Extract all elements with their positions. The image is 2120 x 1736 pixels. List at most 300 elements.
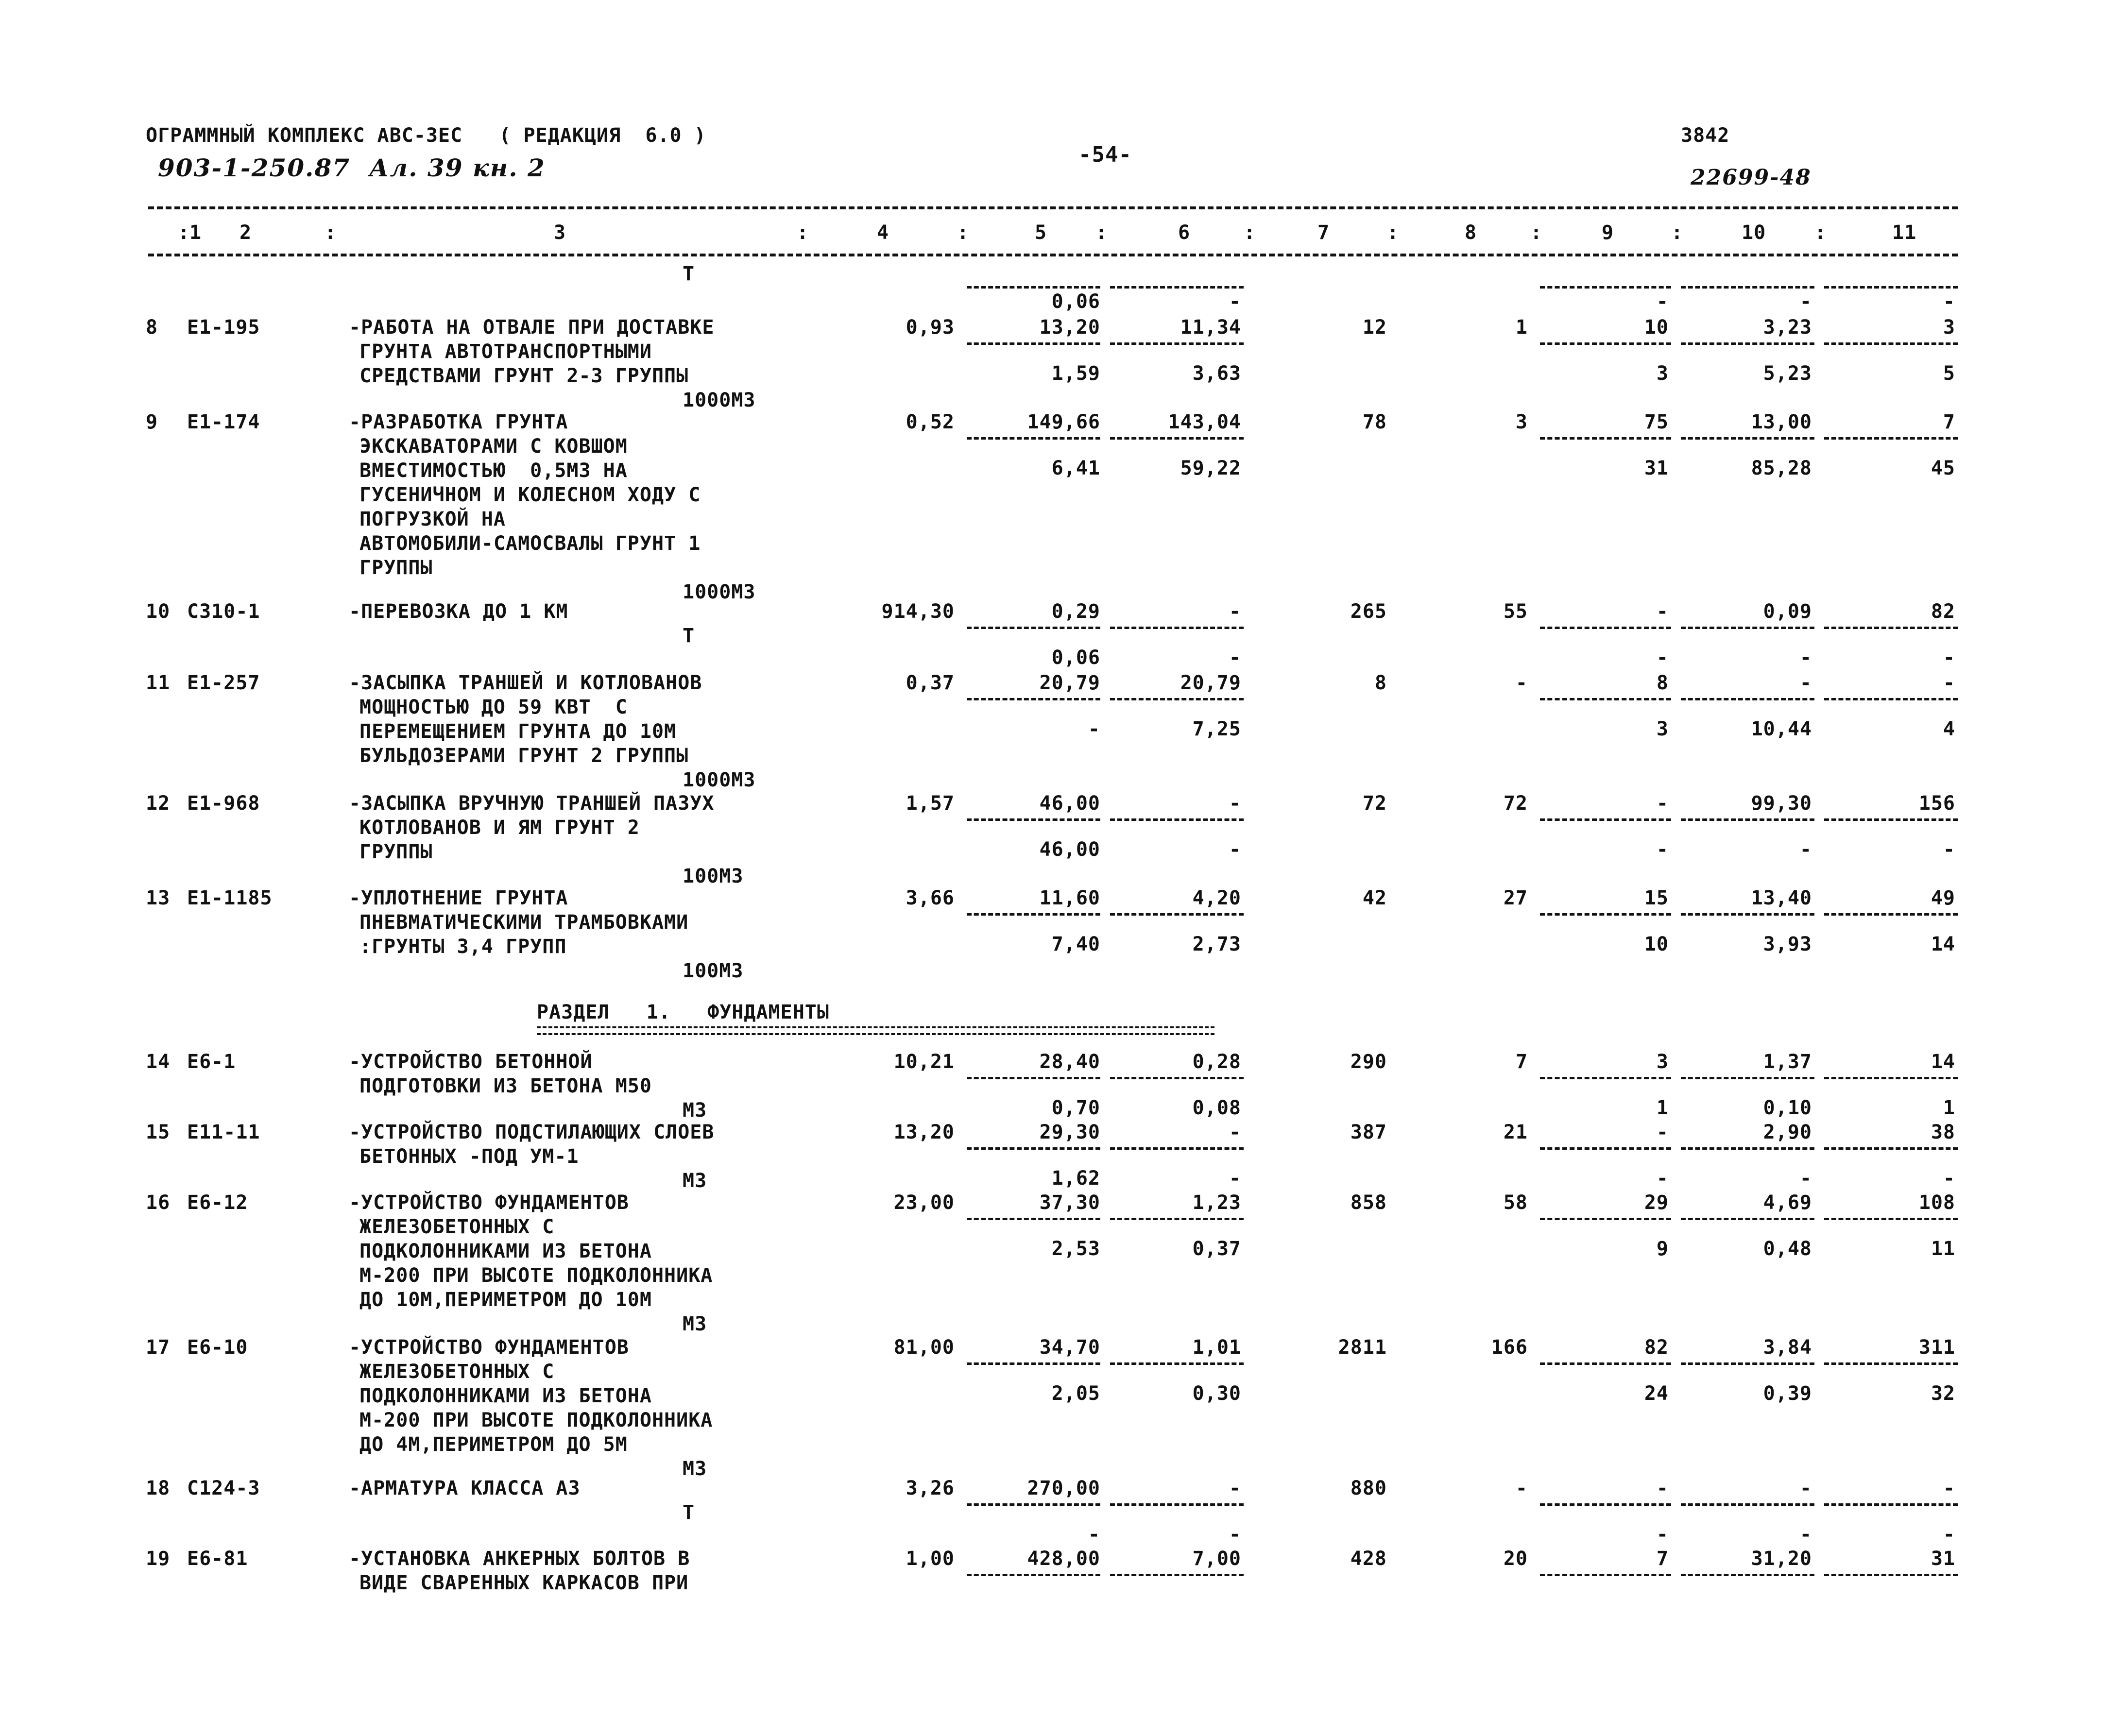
- work-description: ГРУНТА АВТОТРАНСПОРТНЫМИ: [359, 340, 652, 363]
- value-c6: -: [1229, 1477, 1241, 1499]
- work-description: КОТЛОВАНОВ И ЯМ ГРУНТ 2: [359, 817, 640, 839]
- unit-price-c9: -: [1656, 290, 1669, 313]
- value-c4: 1,57: [906, 792, 955, 815]
- wage-value-s9: 1: [1656, 1097, 1669, 1119]
- work-description: ГРУППЫ: [359, 557, 433, 579]
- value-c10: 3,84: [1763, 1336, 1812, 1359]
- value-c6: 7,00: [1192, 1548, 1241, 1570]
- rate-code: Е1-1185: [187, 887, 273, 909]
- program-title: ОГРАММНЫЙ КОМПЛЕКС АВС-ЗЕС ( РЕДАКЦИЯ 6.0 ): [146, 124, 706, 147]
- column-separator: :: [1387, 221, 1400, 244]
- work-description: ПНЕВМАТИЧЕСКИМИ ТРАМБОВКАМИ: [359, 911, 689, 934]
- cell-divider: [967, 818, 1100, 821]
- cell-divider: [1540, 698, 1671, 700]
- wage-value-s9: 10: [1644, 933, 1669, 955]
- work-description: -УПЛОТНЕНИЕ ГРУНТА: [349, 887, 568, 909]
- value-c11: 38: [1931, 1121, 1955, 1143]
- value-c8: 3: [1515, 411, 1528, 433]
- cell-divider: [1681, 698, 1814, 700]
- work-description: ПОГРУЗКОЙ НА: [359, 508, 506, 530]
- unit-price-p9: -: [1656, 647, 1669, 669]
- page-number: -54-: [1078, 142, 1132, 167]
- work-description: ПОДКОЛОННИКАМИ ИЗ БЕТОНА: [359, 1240, 652, 1262]
- unit-of-measure: Т: [683, 1501, 695, 1524]
- value-c5: 28,40: [1039, 1051, 1100, 1073]
- unit-of-measure: 1000М3: [683, 389, 756, 411]
- unit-of-measure: 1000М3: [683, 769, 756, 791]
- value-c4: 10,21: [893, 1051, 955, 1073]
- row-number: 11: [146, 672, 171, 694]
- column-number-8: 8: [1465, 221, 1477, 244]
- wage-value-s10: 5,23: [1763, 362, 1812, 385]
- rate-code: Е1-968: [187, 792, 260, 815]
- work-description: ДО 4М,ПЕРИМЕТРОМ ДО 5М: [359, 1433, 628, 1456]
- value-c6: -: [1229, 600, 1241, 623]
- cell-divider: [1681, 342, 1814, 345]
- value-c9: -: [1656, 1477, 1669, 1499]
- unit-of-measure: 100М3: [683, 865, 744, 887]
- cell-divider: [1110, 342, 1244, 345]
- value-c6: 4,20: [1192, 887, 1241, 909]
- work-description: -УСТРОЙСТВО ФУНДАМЕНТОВ: [349, 1336, 629, 1359]
- rate-code: С124-3: [187, 1477, 260, 1499]
- value-c6: 20,79: [1180, 672, 1241, 694]
- document-code: 22699-48: [1691, 165, 1812, 190]
- wage-value-s6: 3,63: [1192, 362, 1241, 385]
- cell-divider: [1681, 1362, 1814, 1365]
- value-c10: -: [1799, 672, 1812, 694]
- cell-divider: [1824, 913, 1958, 916]
- cell-divider: [1110, 627, 1244, 629]
- work-description: -РАБОТА НА ОТВАЛЕ ПРИ ДОСТАВКЕ: [349, 316, 715, 339]
- work-description: -ПЕРЕВОЗКА ДО 1 КМ: [349, 600, 568, 623]
- cell-divider: [1681, 1218, 1814, 1220]
- cell-divider: [1540, 1077, 1671, 1079]
- column-separator: :: [1530, 221, 1543, 244]
- wage-value-s9: 24: [1644, 1382, 1669, 1405]
- value-c7: 387: [1350, 1121, 1387, 1143]
- cell-divider: [1824, 627, 1958, 629]
- cell-divider: [1540, 1574, 1671, 1576]
- value-c8: 1: [1515, 316, 1528, 339]
- wage-value-s5: 2,05: [1051, 1382, 1100, 1405]
- work-description: БУЛЬДОЗЕРАМИ ГРУНТ 2 ГРУППЫ: [359, 745, 689, 767]
- value-c8: 21: [1503, 1121, 1528, 1143]
- value-c11: -: [1943, 672, 1955, 694]
- value-c11: 156: [1918, 792, 1955, 815]
- rate-code: Е6-1: [187, 1051, 236, 1073]
- cell-divider: [1540, 1147, 1671, 1150]
- cell-divider: [1824, 1218, 1958, 1220]
- work-description: ПОДКОЛОННИКАМИ ИЗ БЕТОНА: [359, 1385, 652, 1407]
- row-number: 12: [146, 792, 171, 815]
- value-c5: 149,66: [1027, 411, 1100, 433]
- value-c9: 29: [1644, 1191, 1669, 1214]
- value-c7: 8: [1374, 672, 1387, 694]
- unit-price-p11: -: [1943, 1523, 1955, 1546]
- value-c9: 10: [1644, 316, 1669, 339]
- unit-price-p9: -: [1656, 1523, 1669, 1546]
- unit-price-p5: 0,06: [1051, 647, 1100, 669]
- rate-code: Е1-257: [187, 672, 260, 694]
- cell-divider: [967, 1574, 1100, 1576]
- work-description: АВТОМОБИЛИ-САМОСВАЛЫ ГРУНТ 1: [359, 532, 701, 555]
- cell-divider: [1110, 1503, 1244, 1506]
- value-c4: 0,52: [906, 411, 955, 433]
- cell-divider: [1681, 1077, 1814, 1079]
- column-number-3: 3: [554, 221, 566, 244]
- row-number: 13: [146, 887, 171, 909]
- wage-value-s6: 2,73: [1192, 933, 1241, 955]
- unit-price-p11: -: [1943, 647, 1955, 669]
- wage-value-s11: 32: [1931, 1382, 1955, 1405]
- value-c11: 14: [1931, 1051, 1955, 1073]
- cell-divider: [967, 1147, 1100, 1150]
- work-description: МОЩНОСТЬЮ ДО 59 КВТ С: [359, 696, 628, 718]
- unit-price-c5: 0,06: [1051, 290, 1100, 313]
- cell-divider: [1540, 342, 1671, 345]
- wage-value-s5: 6,41: [1051, 457, 1100, 479]
- unit-price-p6: -: [1229, 647, 1241, 669]
- cell-divider: [967, 342, 1100, 345]
- rate-code: Е6-12: [187, 1191, 248, 1214]
- work-description: М-200 ПРИ ВЫСОТЕ ПОДКОЛОННИКА: [359, 1264, 713, 1287]
- section-title: РАЗДЕЛ 1. ФУНДАМЕНТЫ: [537, 1001, 829, 1023]
- value-c10: 13,00: [1751, 411, 1812, 433]
- row-number: 8: [146, 316, 158, 339]
- unit-price-c6: -: [1229, 290, 1241, 313]
- value-c7: 78: [1362, 411, 1387, 433]
- value-c6: 1,01: [1192, 1336, 1241, 1359]
- value-c8: 7: [1515, 1051, 1528, 1073]
- value-c9: 82: [1644, 1336, 1669, 1359]
- wage-value-s5: 1,59: [1051, 362, 1100, 385]
- column-separator: :: [957, 221, 970, 244]
- value-c4: 914,30: [881, 600, 955, 623]
- cell-divider: [1681, 286, 1814, 289]
- value-c4: 23,00: [893, 1191, 955, 1214]
- unit-of-measure: М3: [683, 1458, 707, 1480]
- wage-value-s5: 46,00: [1039, 838, 1100, 861]
- value-c9: -: [1656, 600, 1669, 623]
- cell-divider: [1110, 437, 1244, 440]
- column-separator: :: [178, 221, 190, 244]
- work-description: -ЗАСЫПКА ВРУЧНУЮ ТРАНШЕЙ ПАЗУХ: [349, 792, 715, 815]
- value-c5: 37,30: [1039, 1191, 1100, 1214]
- cell-divider: [1681, 818, 1814, 821]
- unit-price-p5: -: [1088, 1523, 1100, 1546]
- work-description: -УСТРОЙСТВО ФУНДАМЕНТОВ: [349, 1191, 629, 1214]
- value-c5: 0,29: [1051, 600, 1100, 623]
- cell-divider: [1824, 437, 1958, 440]
- cell-divider: [1540, 1218, 1671, 1220]
- value-c7: 858: [1350, 1191, 1387, 1214]
- wage-value-s5: -: [1088, 718, 1100, 740]
- row-number: 10: [146, 600, 171, 623]
- cell-divider: [967, 1503, 1100, 1506]
- column-number-9: 9: [1602, 221, 1614, 244]
- cell-divider: [1540, 913, 1671, 916]
- value-c10: 0,09: [1763, 600, 1812, 623]
- wage-value-s5: 2,53: [1051, 1238, 1100, 1260]
- wage-value-s6: 59,22: [1180, 457, 1241, 479]
- column-separator: :: [1095, 221, 1108, 244]
- cell-divider: [1824, 1077, 1958, 1079]
- wage-value-s11: 11: [1931, 1238, 1955, 1260]
- value-c5: 29,30: [1039, 1121, 1100, 1143]
- column-number-5: 5: [1035, 221, 1047, 244]
- value-c7: 42: [1362, 887, 1387, 909]
- project-code: 903-1-250.87 Ал. 39 кн. 2: [158, 153, 546, 182]
- value-c6: -: [1229, 792, 1241, 815]
- wage-value-s10: 3,93: [1763, 933, 1812, 955]
- work-description: М-200 ПРИ ВЫСОТЕ ПОДКОЛОННИКА: [359, 1409, 713, 1431]
- value-c4: 81,00: [893, 1336, 955, 1359]
- cell-divider: [1540, 1503, 1671, 1506]
- work-description: -ЗАСЫПКА ТРАНШЕЙ И КОТЛОВАНОВ: [349, 672, 702, 694]
- cell-divider: [967, 437, 1100, 440]
- wage-value-s9: -: [1656, 838, 1669, 861]
- value-c9: 15: [1644, 887, 1669, 909]
- work-description: БЕТОННЫХ -ПОД УМ-1: [359, 1145, 579, 1168]
- cell-divider: [967, 1077, 1100, 1079]
- wage-value-s5: 7,40: [1051, 933, 1100, 955]
- cell-divider: [1540, 1362, 1671, 1365]
- value-c7: 880: [1350, 1477, 1387, 1499]
- cell-divider: [1110, 1362, 1244, 1365]
- value-c11: 82: [1931, 600, 1955, 623]
- row-number: 14: [146, 1051, 171, 1073]
- value-c11: 3: [1943, 316, 1955, 339]
- wage-value-s11: 1: [1943, 1097, 1955, 1119]
- work-description: ЖЕЛЕЗОБЕТОННЫХ С: [359, 1361, 555, 1383]
- work-description: ЭКСКАВАТОРАМИ С КОВШОМ: [359, 435, 628, 458]
- value-c4: 3,66: [906, 887, 955, 909]
- wage-value-s11: 45: [1931, 457, 1955, 479]
- cell-divider: [1110, 1147, 1244, 1150]
- wage-value-s9: 9: [1656, 1238, 1669, 1260]
- cell-divider: [1681, 1503, 1814, 1506]
- cell-divider: [1110, 913, 1244, 916]
- wage-value-s10: 0,39: [1763, 1382, 1812, 1405]
- unit-price-p10: -: [1799, 1523, 1812, 1546]
- value-c6: 11,34: [1180, 316, 1241, 339]
- value-c7: 290: [1350, 1051, 1387, 1073]
- rate-code: Е11-11: [187, 1121, 260, 1143]
- cell-divider: [1681, 1147, 1814, 1150]
- wage-value-s11: 14: [1931, 933, 1955, 955]
- column-separator: :: [325, 221, 337, 244]
- column-separator: :: [1671, 221, 1684, 244]
- work-description: ВМЕСТИМОСТЬЮ 0,5М3 НА: [359, 460, 628, 482]
- cell-divider: [1681, 913, 1814, 916]
- value-c8: 72: [1503, 792, 1528, 815]
- value-c4: 0,37: [906, 672, 955, 694]
- rate-code: Е6-10: [187, 1336, 248, 1359]
- wage-value-s9: 31: [1644, 457, 1669, 479]
- wage-value-s6: -: [1229, 1167, 1241, 1190]
- work-description: ГУСЕНИЧНОМ И КОЛЕСНОМ ХОДУ С: [359, 484, 701, 506]
- value-c5: 46,00: [1039, 792, 1100, 815]
- cell-divider: [967, 913, 1100, 916]
- archive-number: 3842: [1681, 124, 1730, 147]
- wage-value-s5: 0,70: [1051, 1097, 1100, 1119]
- wage-value-s6: -: [1229, 838, 1241, 861]
- unit-price-p10: -: [1799, 647, 1812, 669]
- rate-code: Е1-195: [187, 316, 260, 339]
- wage-value-s5: 1,62: [1051, 1167, 1100, 1190]
- row-number: 18: [146, 1477, 171, 1499]
- cell-divider: [1540, 818, 1671, 821]
- value-c10: 99,30: [1751, 792, 1812, 815]
- value-c8: -: [1515, 672, 1528, 694]
- cell-divider: [1540, 437, 1671, 440]
- column-separator: :: [1814, 221, 1827, 244]
- value-c10: 2,90: [1763, 1121, 1812, 1143]
- row-number: 19: [146, 1548, 171, 1570]
- rate-code: С310-1: [187, 600, 260, 623]
- cell-divider: [967, 698, 1100, 700]
- cell-divider: [1540, 286, 1671, 289]
- cell-divider: [1110, 818, 1244, 821]
- column-number-1: 1: [189, 221, 202, 244]
- wage-value-s11: 5: [1943, 362, 1955, 385]
- rate-code: Е1-174: [187, 411, 260, 433]
- value-c11: 7: [1943, 411, 1955, 433]
- cell-divider: [1824, 342, 1958, 345]
- value-c4: 3,26: [906, 1477, 955, 1499]
- cell-divider: [967, 627, 1100, 629]
- cell-divider: [1110, 1077, 1244, 1079]
- cell-divider: [1110, 698, 1244, 700]
- cell-divider: [1540, 627, 1671, 629]
- value-c9: 7: [1656, 1548, 1669, 1570]
- value-c5: 428,00: [1027, 1548, 1100, 1570]
- unit-price-p6: -: [1229, 1523, 1241, 1546]
- value-c10: 1,37: [1763, 1051, 1812, 1073]
- cell-divider: [1824, 1503, 1958, 1506]
- cell-divider: [1681, 1574, 1814, 1576]
- value-c5: 11,60: [1039, 887, 1100, 909]
- value-c10: 13,40: [1751, 887, 1812, 909]
- value-c7: 428: [1350, 1548, 1387, 1570]
- value-c9: 8: [1656, 672, 1669, 694]
- unit-of-measure: 100М3: [683, 960, 744, 982]
- wage-value-s10: 85,28: [1751, 457, 1812, 479]
- cell-divider: [1681, 437, 1814, 440]
- wage-value-s10: -: [1799, 838, 1812, 861]
- value-c11: -: [1943, 1477, 1955, 1499]
- value-c10: 3,23: [1763, 316, 1812, 339]
- value-c8: -: [1515, 1477, 1528, 1499]
- column-number-2: 2: [239, 221, 252, 244]
- value-c7: 72: [1362, 792, 1387, 815]
- section-underline: [537, 1026, 1214, 1035]
- value-c4: 13,20: [893, 1121, 955, 1143]
- wage-value-s9: -: [1656, 1167, 1669, 1190]
- wage-value-s9: 3: [1656, 718, 1669, 740]
- column-number-10: 10: [1742, 221, 1766, 244]
- value-c9: 3: [1656, 1051, 1669, 1073]
- work-description: ПЕРЕМЕЩЕНИЕМ ГРУНТА ДО 10М: [359, 720, 677, 743]
- value-c10: 4,69: [1763, 1191, 1812, 1214]
- row-number: 16: [146, 1191, 171, 1214]
- column-number-11: 11: [1892, 221, 1917, 244]
- value-c11: 31: [1931, 1548, 1955, 1570]
- value-c5: 270,00: [1027, 1477, 1100, 1499]
- value-c8: 58: [1503, 1191, 1528, 1214]
- column-separator: :: [797, 221, 809, 244]
- value-c5: 34,70: [1039, 1336, 1100, 1359]
- value-c11: 311: [1918, 1336, 1955, 1359]
- work-description: ЖЕЛЕЗОБЕТОННЫХ С: [359, 1216, 555, 1238]
- value-c7: 12: [1362, 316, 1387, 339]
- wage-value-s6: 0,08: [1192, 1097, 1241, 1119]
- value-c6: 143,04: [1168, 411, 1241, 433]
- value-c9: -: [1656, 792, 1669, 815]
- work-description: -УСТРОЙСТВО БЕТОННОЙ: [349, 1051, 593, 1073]
- value-c6: 1,23: [1192, 1191, 1241, 1214]
- work-description: ГРУППЫ: [359, 841, 433, 863]
- value-c5: 20,79: [1039, 672, 1100, 694]
- value-c9: -: [1656, 1121, 1669, 1143]
- row-number: 15: [146, 1121, 171, 1143]
- wage-value-s10: 0,48: [1763, 1238, 1812, 1260]
- wage-value-s10: 0,10: [1763, 1097, 1812, 1119]
- column-number-4: 4: [877, 221, 889, 244]
- unit-of-measure: Т: [683, 263, 695, 285]
- value-c9: 75: [1644, 411, 1669, 433]
- work-description: -АРМАТУРА КЛАССА А3: [349, 1477, 581, 1499]
- unit-of-measure: 1000М3: [683, 581, 756, 603]
- wage-value-s6: 7,25: [1192, 718, 1241, 740]
- column-number-7: 7: [1317, 221, 1330, 244]
- wage-value-s10: 10,44: [1751, 718, 1812, 740]
- work-description: ДО 10М,ПЕРИМЕТРОМ ДО 10М: [359, 1289, 652, 1311]
- work-description: -РАЗРАБОТКА ГРУНТА: [349, 411, 568, 433]
- value-c8: 20: [1503, 1548, 1528, 1570]
- value-c6: 0,28: [1192, 1051, 1241, 1073]
- unit-price-c10: -: [1799, 290, 1812, 313]
- wage-value-s11: -: [1943, 838, 1955, 861]
- header-rule-bottom: [148, 254, 1958, 256]
- value-c8: 166: [1491, 1336, 1528, 1359]
- cell-divider: [1824, 698, 1958, 700]
- unit-of-measure: М3: [683, 1313, 707, 1335]
- unit-price-c11: -: [1943, 290, 1955, 313]
- wage-value-s6: 0,37: [1192, 1238, 1241, 1260]
- wage-value-s11: 4: [1943, 718, 1955, 740]
- value-c10: -: [1799, 1477, 1812, 1499]
- value-c4: 1,00: [906, 1548, 955, 1570]
- cell-divider: [967, 1218, 1100, 1220]
- work-description: :ГРУНТЫ 3,4 ГРУПП: [359, 936, 567, 958]
- cell-divider: [967, 1362, 1100, 1365]
- value-c11: 49: [1931, 887, 1955, 909]
- wage-value-s10: -: [1799, 1167, 1812, 1190]
- cell-divider: [1824, 286, 1958, 289]
- work-description: ВИДЕ СВАРЕННЫХ КАРКАСОВ ПРИ: [359, 1572, 689, 1594]
- cell-divider: [1681, 627, 1814, 629]
- column-separator: :: [1244, 221, 1256, 244]
- cell-divider: [967, 286, 1100, 289]
- cell-divider: [1824, 1147, 1958, 1150]
- unit-of-measure: М3: [683, 1099, 707, 1122]
- value-c7: 265: [1350, 600, 1387, 623]
- value-c8: 27: [1503, 887, 1528, 909]
- work-description: -УСТАНОВКА АНКЕРНЫХ БОЛТОВ В: [349, 1548, 690, 1570]
- value-c7: 2811: [1338, 1336, 1387, 1359]
